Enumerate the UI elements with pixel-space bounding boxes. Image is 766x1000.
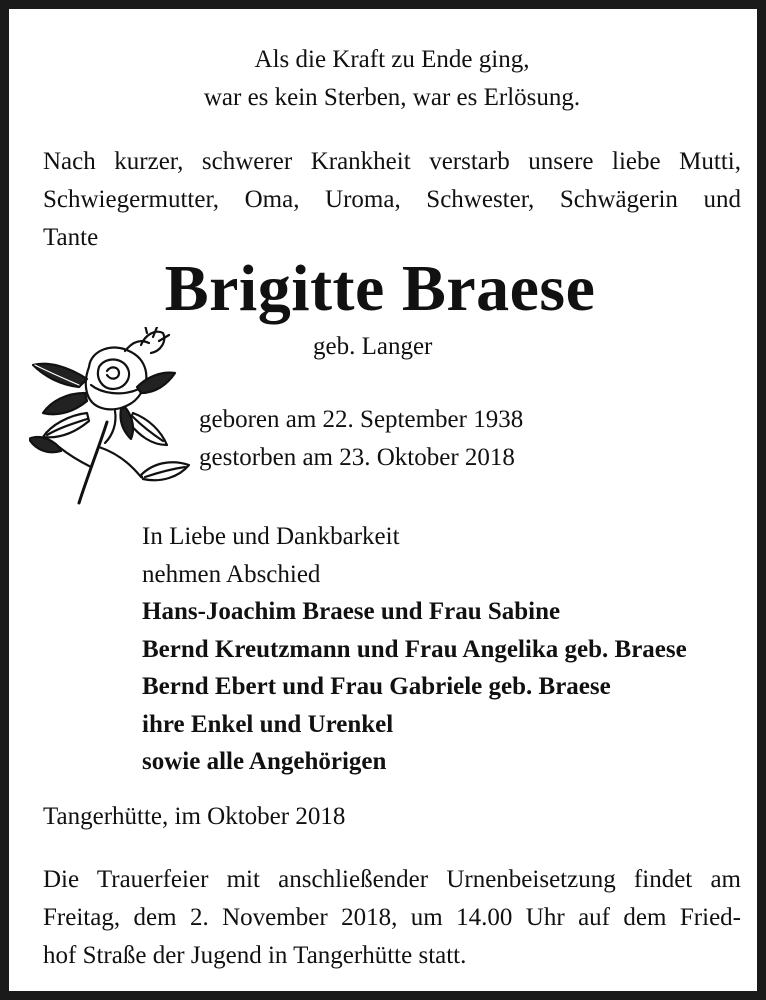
place-date: Tangerhütte, im Oktober 2018 [43, 803, 346, 830]
mourner-name: Hans-Joachim Braese und Frau Sabine [142, 598, 561, 625]
mourner-name: sowie alle Angehörigen [142, 748, 387, 775]
funeral-line: Die Trauerfeier mit anschließender Urnenbeisetzung findet am [43, 866, 741, 893]
mourner-name: Bernd Ebert und Frau Gabriele geb. Braese [142, 673, 611, 700]
mourner-name: Bernd Kreutzmann und Frau Angelika geb. Braese [142, 635, 687, 663]
farewell-line: nehmen Abschied [142, 560, 321, 588]
deceased-name: Brigitte Braese [164, 252, 596, 325]
mourner-name: ihre Enkel und Urenkel [142, 710, 394, 738]
birth-name: geb. Langer [313, 333, 433, 360]
rose-icon [29, 327, 194, 507]
intro-line: Schwiegermutter, Oma, Uroma, Schwester, Schwägerin und [43, 186, 741, 213]
funeral-line: Freitag, dem 2. November 2018, um 14.00 Uhr auf dem Fried- [43, 904, 741, 931]
motto-line: war es kein Sterben, war es Erlösung. [203, 84, 581, 111]
mourners-block [142, 518, 687, 781]
funeral-notice [43, 861, 741, 975]
intro-text [43, 143, 741, 257]
intro-line: Tante [43, 224, 99, 251]
life-dates [199, 401, 523, 477]
farewell-line: In Liebe und Dankbarkeit [142, 523, 400, 550]
death-date: gestorben am 23. Oktober 2018 [199, 444, 515, 471]
funeral-line: hof Straße der Jugend in Tangerhütte statt. [43, 942, 467, 969]
birth-date: geboren am 22. September 1938 [199, 406, 524, 433]
intro-line: Nach kurzer, schwerer Krankheit verstarb unsere liebe Mutti, [43, 148, 741, 175]
motto [9, 41, 766, 117]
motto-line: Als die Kraft zu Ende ging, [254, 46, 530, 73]
